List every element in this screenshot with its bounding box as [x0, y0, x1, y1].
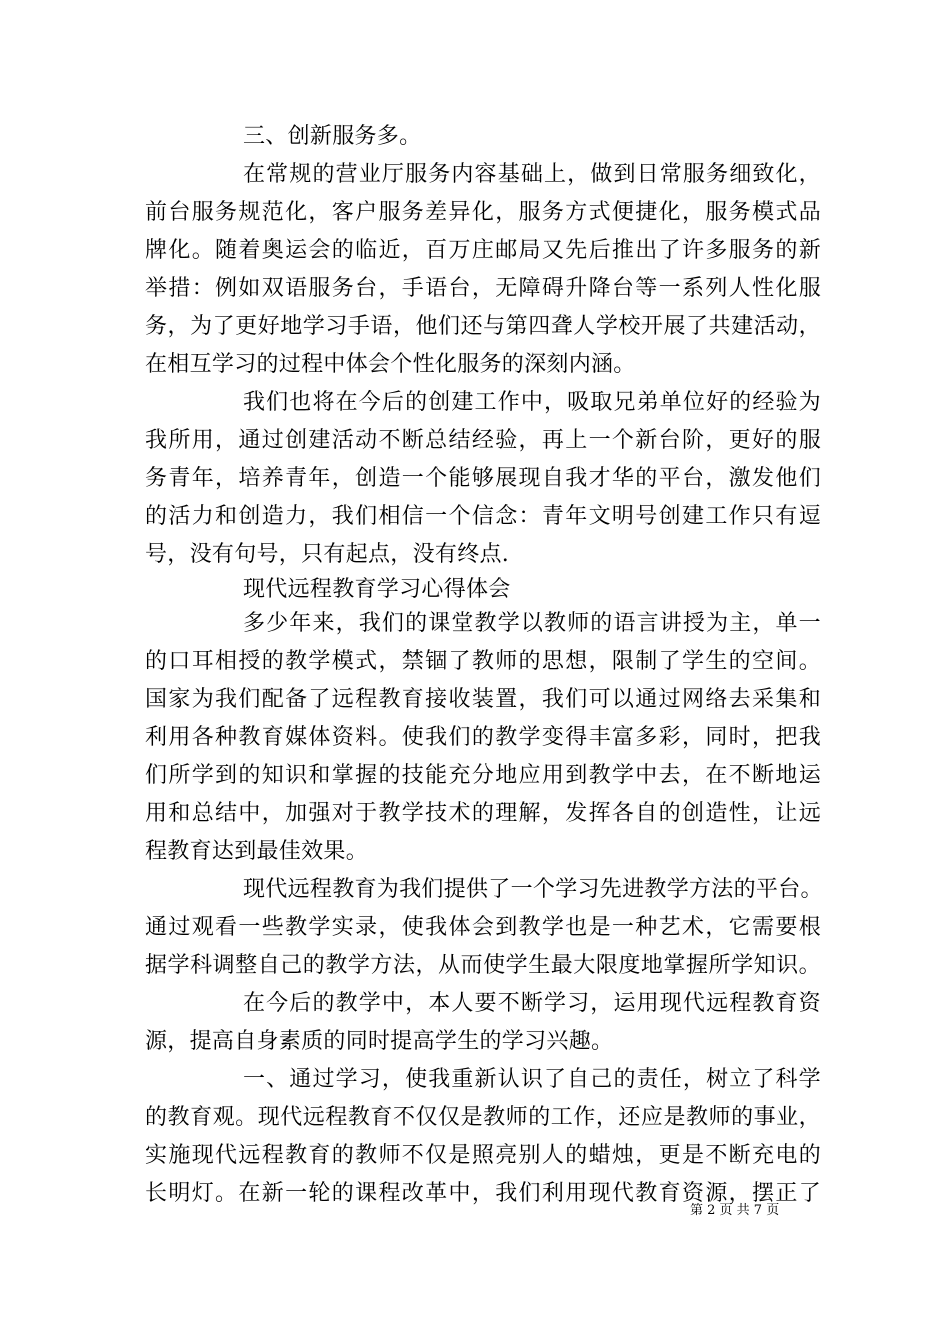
text-line: 我所用，通过创建活动不断总结经验，再上一个新台阶，更好的服 [145, 428, 821, 453]
text-line: 在常规的营业厅服务内容基础上，做到日常服务细致化， [243, 162, 821, 187]
text-line: 务，为了更好地学习手语，他们还与第四聋人学校开展了共建活动， [145, 314, 821, 339]
text-line: 号，没有句号，只有起点，没有终点. [145, 542, 510, 567]
text-line: 的口耳相授的教学模式，禁锢了教师的思想，限制了学生的空间。 [145, 649, 821, 674]
text-line: 用和总结中，加强对于教学技术的理解，发挥各自的创造性，让远 [145, 801, 821, 826]
text-line: 务青年，培养青年，创造一个能够展现自我才华的平台，激发他们 [145, 466, 821, 491]
text-line: 的教育观。现代远程教育不仅仅是教师的工作，还应是教师的事业， [145, 1105, 821, 1130]
text-line: 现代远程教育为我们提供了一个学习先进教学方法的平台。 [243, 877, 823, 902]
text-line: 源，提高自身素质的同时提高学生的学习兴趣。 [145, 1029, 614, 1054]
paragraph-heading-innovation: 三、创新服务多。 [243, 124, 422, 149]
text-line: 程教育达到最佳效果。 [145, 839, 369, 864]
text-line: 长明灯。在新一轮的课程改革中，我们利用现代教育资源，摆正了 [145, 1181, 821, 1206]
text-line: 多少年来，我们的课堂教学以教师的语言讲授为主，单一 [243, 611, 821, 636]
text-line: 一、通过学习，使我重新认识了自己的责任，树立了科学 [243, 1067, 821, 1092]
page-number-footer: 第 2 页 共 7 页 [690, 1203, 780, 1218]
text-line: 据学科调整自己的教学方法，从而使学生最大限度地掌握所学知识。 [145, 953, 821, 978]
text-line: 们所学到的知识和掌握的技能充分地应用到教学中去，在不断地运 [145, 763, 821, 788]
text-line: 实施现代远程教育的教师不仅是照亮别人的蜡烛，更是不断充电的 [145, 1143, 821, 1168]
text-line: 国家为我们配备了远程教育接收装置，我们可以通过网络去采集和 [145, 687, 821, 712]
text-line: 我们也将在今后的创建工作中，吸取兄弟单位好的经验为 [243, 390, 821, 415]
text-line: 通过观看一些教学实录，使我体会到教学也是一种艺术，它需要根 [145, 915, 821, 940]
text-line: 在相互学习的过程中体会个性化服务的深刻内涵。 [145, 352, 636, 377]
text-line: 前台服务规范化，客户服务差异化，服务方式便捷化，服务模式品 [145, 200, 821, 225]
text-line: 举措：例如双语服务台，手语台，无障碍升降台等一系列人性化服 [145, 276, 821, 301]
text-line: 在今后的教学中，本人要不断学习，运用现代远程教育资 [243, 991, 821, 1016]
text-line: 的活力和创造力，我们相信一个信念：青年文明号创建工作只有逗 [145, 504, 821, 529]
text-line: 牌化。随着奥运会的临近，百万庄邮局又先后推出了许多服务的新 [145, 238, 821, 263]
text-line: 利用各种教育媒体资料。使我们的教学变得丰富多彩，同时，把我 [145, 725, 821, 750]
section-title: 现代远程教育学习心得体会 [243, 577, 511, 602]
